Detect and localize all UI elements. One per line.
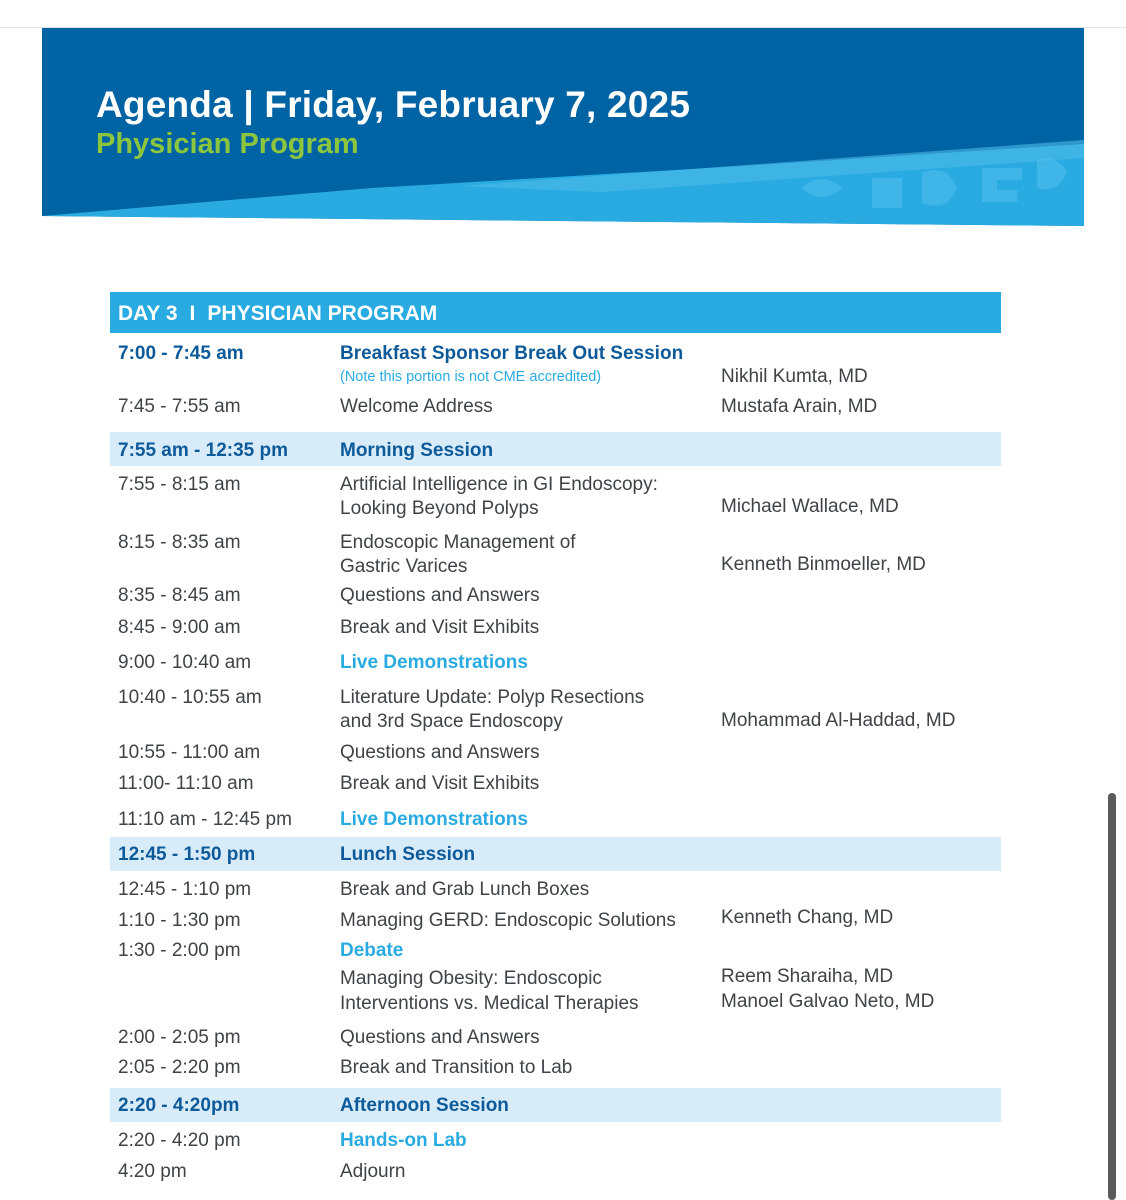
row-title: Questions and Answers — [340, 1027, 540, 1048]
row-title: Questions and Answers — [340, 742, 540, 763]
row-time: 10:55 - 11:00 am — [118, 742, 261, 763]
row-time: 1:30 - 2:00 pm — [118, 940, 241, 961]
row-title: Break and Grab Lunch Boxes — [340, 879, 590, 900]
row-time: 11:00- 11:10 am — [118, 773, 254, 794]
day-separator: I — [189, 302, 196, 325]
row-title: Hands-on Lab — [340, 1130, 467, 1151]
row-title-line1: Literature Update: Polyp Resections — [340, 687, 645, 708]
row-note: (Note this portion is not CME accredited) — [340, 369, 602, 385]
row-title: Managing GERD: Endoscopic Solutions — [340, 910, 676, 931]
day-label: DAY 3 — [118, 302, 178, 325]
row-speaker: Kenneth Binmoeller, MD — [721, 554, 926, 575]
row-title: Break and Visit Exhibits — [340, 773, 540, 794]
row-time: 8:15 - 8:35 am — [118, 532, 241, 553]
row-speaker: Michael Wallace, MD — [721, 496, 899, 517]
row-title-line1: Endoscopic Management of — [340, 532, 576, 553]
row-title: Afternoon Session — [340, 1095, 509, 1116]
row-title: Live Demonstrations — [340, 809, 528, 830]
row-title: Debate — [340, 940, 404, 961]
row-time: 11:10 am - 12:45 pm — [118, 809, 292, 830]
row-time: 9:00 - 10:40 am — [118, 652, 252, 673]
row-speaker: Mustafa Arain, MD — [721, 396, 878, 417]
row-time: 7:55 am - 12:35 pm — [118, 440, 289, 461]
row-time: 1:10 - 1:30 pm — [118, 910, 241, 931]
row-speaker: Mohammad Al-Haddad, MD — [721, 710, 956, 731]
row-title: Adjourn — [340, 1161, 406, 1182]
row-time: 7:55 - 8:15 am — [118, 474, 241, 495]
row-title-line1: Artificial Intelligence in GI Endoscopy: — [340, 474, 658, 495]
program-label: PHYSICIAN PROGRAM — [207, 302, 438, 325]
row-title: Lunch Session — [340, 844, 476, 865]
row-time: 2:20 - 4:20 pm — [118, 1130, 241, 1151]
vertical-scrollbar[interactable] — [1108, 793, 1116, 1200]
row-title: Questions and Answers — [340, 585, 540, 606]
row-title-line2: Interventions vs. Medical Therapies — [340, 993, 639, 1014]
row-time: 8:45 - 9:00 am — [118, 617, 241, 638]
page-subtitle: Physician Program — [96, 128, 359, 160]
row-time: 12:45 - 1:50 pm — [118, 844, 256, 865]
row-title-line1: Managing Obesity: Endoscopic — [340, 968, 602, 989]
row-time: 7:45 - 7:55 am — [118, 396, 241, 417]
row-speaker: Nikhil Kumta, MD — [721, 366, 868, 387]
row-time: 2:20 - 4:20pm — [118, 1095, 240, 1116]
row-time: 12:45 - 1:10 pm — [118, 879, 252, 900]
row-title: Morning Session — [340, 440, 494, 461]
row-title: Live Demonstrations — [340, 652, 528, 673]
row-time: 10:40 - 10:55 am — [118, 687, 262, 708]
row-speaker: Manoel Galvao Neto, MD — [721, 991, 935, 1012]
row-title-line2: and 3rd Space Endoscopy — [340, 711, 563, 732]
row-title-line2: Looking Beyond Polyps — [340, 498, 539, 519]
row-title-line2: Gastric Varices — [340, 556, 468, 577]
session-band-afternoon — [110, 1088, 1001, 1122]
row-title: Break and Transition to Lab — [340, 1057, 573, 1078]
row-time: 8:35 - 8:45 am — [118, 585, 241, 606]
day-header-bar — [110, 292, 1001, 333]
row-time: 7:00 - 7:45 am — [118, 343, 244, 364]
row-time: 2:00 - 2:05 pm — [118, 1027, 241, 1048]
row-speaker: Reem Sharaiha, MD — [721, 966, 894, 987]
row-time: 2:05 - 2:20 pm — [118, 1057, 241, 1078]
row-time: 4:20 pm — [118, 1161, 187, 1182]
row-title: Welcome Address — [340, 396, 493, 417]
row-title: Breakfast Sponsor Break Out Session — [340, 343, 684, 364]
page-title: Agenda | Friday, February 7, 2025 — [96, 84, 691, 125]
row-speaker: Kenneth Chang, MD — [721, 907, 894, 928]
row-title: Break and Visit Exhibits — [340, 617, 540, 638]
